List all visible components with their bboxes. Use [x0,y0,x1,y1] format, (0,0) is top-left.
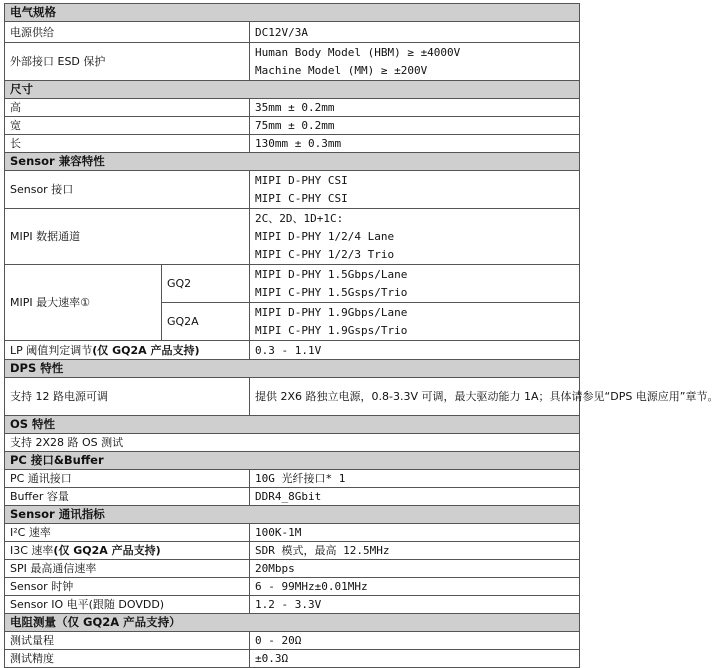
gq2-values [250,265,580,303]
lp-threshold-label-note: (仅 GQ2A 产品支持) [92,343,200,357]
size-height-label: 高 [5,99,250,117]
size-length-value: 130mm ± 0.3mm [250,135,580,153]
pc-interface-label: PC 通讯接口 [5,470,250,488]
esd-mm: Machine Model (MM) ≥ ±200V [255,63,428,77]
dps-label: 支持 12 路电源可调 [5,378,250,416]
section-header-sensor-comm: Sensor 通讯指标 [5,506,580,524]
i2c-label: I²C 速率 [5,524,250,542]
gq2a-dphy-rate: MIPI D-PHY 1.9Gbps/Lane [255,305,408,319]
resistance-precision-label: 测试精度 [5,650,250,668]
lp-threshold-label-text: LP 阈值判定调节 [10,343,93,357]
section-header-power: 电气规格 [5,4,580,22]
sensor-interface-cphy: MIPI C-PHY CSI [255,191,348,205]
size-length-label: 长 [5,135,250,153]
section-header-size: 尺寸 [5,81,580,99]
buffer-label: Buffer 容量 [5,488,250,506]
mipi-lanes-cphy: MIPI C-PHY 1/2/3 Trio [255,247,395,261]
buffer-value: DDR4_8Gbit [250,488,580,506]
i3c-label [5,542,250,560]
gq2-cphy-rate: MIPI C-PHY 1.5Gsps/Trio [255,285,408,299]
gq2a-cphy-rate: MIPI C-PHY 1.9Gsps/Trio [255,323,408,337]
resistance-range-value: 0 - 20Ω [250,632,580,650]
spec-table [4,3,719,668]
i2c-value: 100K-1M [250,524,580,542]
spi-value: 20Mbps [250,560,580,578]
sensor-interface-dphy: MIPI D-PHY CSI [255,173,348,187]
esd-values [250,43,580,81]
i3c-label-text: I3C 速率 [10,544,54,557]
sensor-io-label: Sensor IO 电平(跟随 DOVDD) [5,596,250,614]
sensor-clock-value: 6 - 99MHz±0.01MHz [250,578,580,596]
esd-label: 外部接口 ESD 保护 [5,43,250,81]
esd-hbm: Human Body Model (HBM) ≥ ±4000V [255,45,461,59]
i3c-label-note: (仅 GQ2A 产品支持) [53,544,161,557]
section-header-resistance: 电阻测量（仅 GQ2A 产品支持） [5,614,580,632]
mipi-lanes-values [250,209,580,265]
sensor-interface-values [250,171,580,209]
gq2-label: GQ2 [162,265,250,303]
power-supply-value: DC12V/3A [250,22,580,43]
mipi-maxrate-label: MIPI 最大速率① [5,265,162,341]
section-header-os: OS 特性 [5,416,580,434]
i3c-value: SDR 模式，最高 12.5MHz [250,542,580,560]
pc-interface-value: 10G 光纤接口* 1 [250,470,580,488]
section-header-sensor-compat: Sensor 兼容特性 [5,153,580,171]
gq2a-label: GQ2A [162,303,250,341]
size-width-value: 75mm ± 0.2mm [250,117,580,135]
resistance-precision-value: ±0.3Ω [250,650,580,668]
sensor-clock-label: Sensor 时钟 [5,578,250,596]
mipi-lanes-label: MIPI 数据通道 [5,209,250,265]
dps-value: 提供 2X6 路独立电源，0.8-3.3V 可调，最大驱动能力 1A；具体请参见“DPS 电源应用”章节。 [250,378,580,416]
power-supply-label: 电源供给 [5,22,250,43]
gq2-dphy-rate: MIPI D-PHY 1.5Gbps/Lane [255,267,408,281]
size-height-value: 35mm ± 0.2mm [250,99,580,117]
sensor-io-value: 1.2 - 3.3V [250,596,580,614]
spi-label: SPI 最高通信速率 [5,560,250,578]
section-header-dps: DPS 特性 [5,360,580,378]
gq2a-values [250,303,580,341]
section-header-pc: PC 接口&Buffer [5,452,580,470]
resistance-range-label: 测试量程 [5,632,250,650]
size-width-label: 宽 [5,117,250,135]
sensor-interface-label: Sensor 接口 [5,171,250,209]
mipi-lanes-dphy: MIPI D-PHY 1/2/4 Lane [255,229,395,243]
os-value: 支持 2X28 路 OS 测试 [5,434,580,452]
lp-threshold-label [5,341,250,360]
mipi-lanes-combos: 2C、2D、1D+1C: [255,211,344,225]
lp-threshold-value: 0.3 - 1.1V [250,341,580,360]
